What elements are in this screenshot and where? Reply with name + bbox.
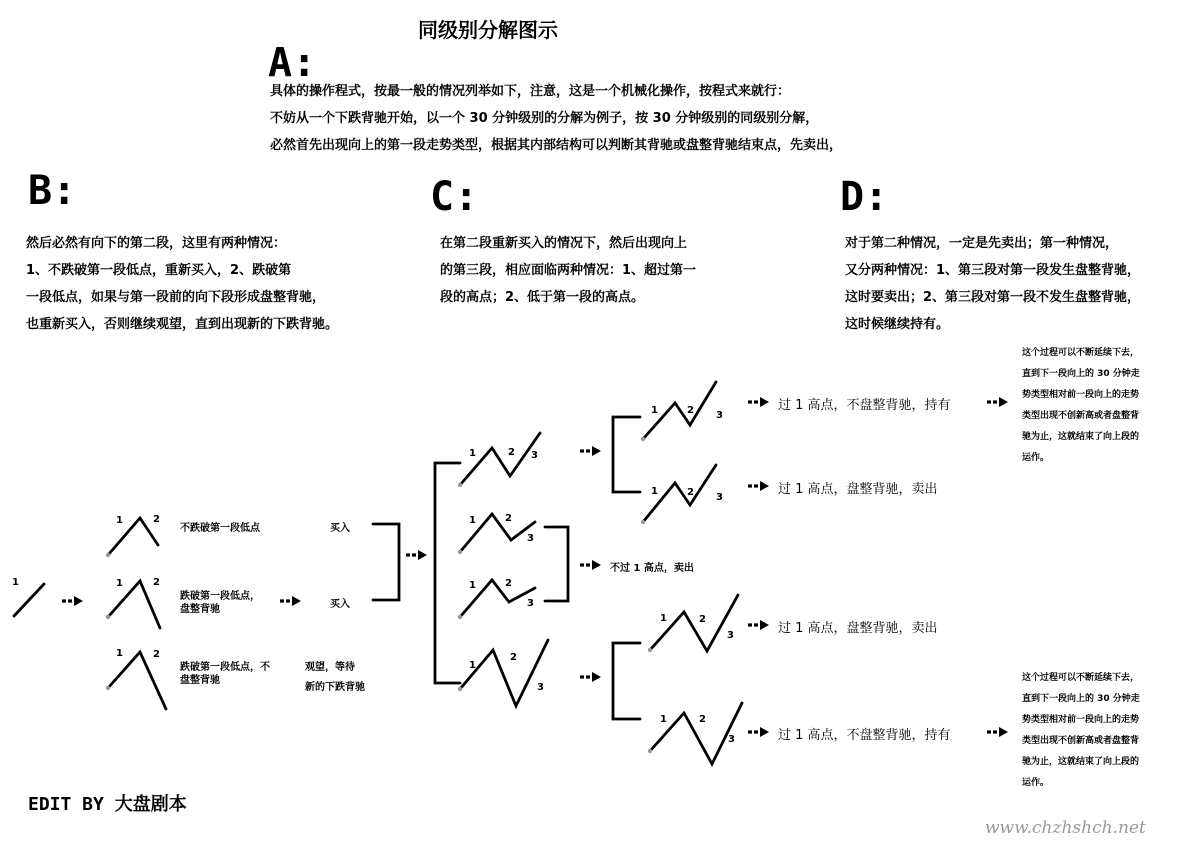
svg-text:3: 3 [716,492,723,503]
note-line: 直到下一段向上的 30 分钟走 [1022,369,1140,379]
arrow-icon [748,481,769,491]
section-d-line: 对于第二种情况，一定是先卖出；第一种情况， [845,236,1119,251]
wave-point-labels [12,405,735,745]
outcome-top-sell: 过 1 高点，盘整背驰，卖出 [778,482,938,497]
section-d-line: 这时要卖出；2、第三段对第一段不发生盘整背驰， [845,290,1141,305]
bracket-third-segment [435,463,460,683]
label-below-high-sell: 不过 1 高点，卖出 [610,563,694,574]
svg-text:3: 3 [527,533,534,544]
label-line: 盘整背驰 [180,675,220,686]
svg-text:2: 2 [505,578,512,589]
svg-text:1: 1 [651,486,658,497]
section-d-line: 这时候继续持有。 [845,317,950,332]
svg-text:1: 1 [116,648,123,659]
note-line: 驰为止，这就结束了向上段的 [1022,757,1140,767]
label-line: 观望，等待 [305,662,355,673]
svg-text:3: 3 [531,450,538,461]
section-c-line: 在第二段重新买入的情况下，然后出现向上 [440,236,688,251]
note-line: 运作。 [1022,778,1050,788]
section-a-line: 不妨从一个下跌背驰开始，以一个 30 分钟级别的分解为例子，按 30 分钟级别的同级别分解， [270,111,819,126]
svg-text:1: 1 [469,515,476,526]
arrow-icon [748,397,769,407]
bracket-below-high [545,527,568,601]
svg-text:1: 1 [660,613,667,624]
section-b-line: 然后必然有向下的第二段，这里有两种情况： [26,236,287,251]
arrow-icon [406,550,427,560]
svg-text:3: 3 [727,630,734,641]
note-line: 驰为止，这就结束了向上段的 [1022,432,1140,442]
svg-text:2: 2 [153,514,160,525]
svg-text:1: 1 [660,714,667,725]
section-c-letter: C: [430,174,479,220]
note-bottom [1022,668,1140,794]
svg-text:1: 1 [651,405,658,416]
svg-text:2: 2 [510,652,517,663]
page-title: 同级别分解图示 [418,18,558,42]
note-line: 这个过程可以不断延续下去， [1022,348,1140,358]
wave-break-low-no-divergence [108,652,166,709]
svg-text:2: 2 [505,513,512,524]
svg-text:2: 2 [153,649,160,660]
section-b-line: 也重新买入，否则继续观望，直到出现新的下跌背驰。 [26,317,339,332]
section-c-line: 的第三段，相应面临两种情况：1、超过第一 [440,263,697,278]
label-not-break-low: 不跌破第一段低点 [180,523,260,534]
wave-above-high [460,433,540,485]
outcome-bottom-sell: 过 1 高点，盘整背驰，卖出 [778,621,938,636]
watermark: www.chzhshch.net [985,818,1146,838]
label-wait [305,658,365,698]
wave-break-low-rebound [460,640,548,706]
arrow-icon [62,596,83,606]
svg-text:2: 2 [687,405,694,416]
note-line: 势类型相对前一段向上的走势 [1022,715,1140,725]
svg-text:3: 3 [728,734,735,745]
section-b-line: 1、不跌破第一段低点，重新买入，2、跌破第 [26,263,292,278]
label-break-low-divergence [180,590,260,616]
label-line: 跌破第一段低点，不 [180,662,270,673]
section-b-letter: B: [28,168,77,214]
svg-text:1: 1 [12,577,19,588]
section-d-line: 又分两种情况：1、第三段对第一段发生盘整背驰， [845,263,1141,278]
arrow-icon [748,727,769,737]
note-top [1022,343,1140,469]
note-line: 类型出现不创新高或者盘整背 [1022,736,1140,746]
svg-text:3: 3 [527,598,534,609]
initial-down-segment [14,584,44,616]
arrow-icon [748,620,769,630]
section-c-line: 段的高点；2、低于第一段的高点。 [440,290,645,305]
label-line: 新的下跌背驰 [305,682,365,693]
note-line: 类型出现不创新高或者盘整背 [1022,411,1140,421]
svg-text:2: 2 [699,614,706,625]
label-buy: 买入 [330,599,350,610]
section-a-line: 具体的操作程式，按最一般的情况列举如下，注意，这是一个机械化操作，按程式来就行： [270,84,791,99]
signature: EDIT BY 大盘剧本 [28,794,187,815]
svg-text:1: 1 [116,515,123,526]
note-line: 这个过程可以不断延续下去， [1022,673,1140,683]
label-break-low-no-divergence [180,661,270,687]
section-a-letter: A: [268,40,317,86]
svg-text:1: 1 [469,448,476,459]
svg-text:1: 1 [469,580,476,591]
svg-text:1: 1 [469,660,476,671]
note-line: 直到下一段向上的 30 分钟走 [1022,694,1140,704]
section-d-letter: D: [840,174,889,220]
note-line: 势类型相对前一段向上的走势 [1022,390,1140,400]
note-line: 运作。 [1022,453,1050,463]
section-a-line: 必然首先出现向上的第一段走势类型，根据其内部结构可以判断其背驰或盘整背驰结束点，先卖出， [270,138,843,153]
svg-text:1: 1 [116,578,123,589]
label-buy: 买入 [330,523,350,534]
arrow-icon [987,727,1008,737]
bracket-buy [373,524,399,600]
section-b-line: 一段低点，如果与第一段前的向下段形成盘整背驰， [26,290,326,305]
svg-text:2: 2 [699,714,706,725]
label-line: 跌破第一段低点， [180,591,260,602]
arrow-icon [580,446,601,456]
svg-text:2: 2 [508,447,515,458]
label-line: 盘整背驰 [180,604,220,615]
svg-text:3: 3 [716,410,723,421]
outcome-bottom-hold: 过 1 高点，不盘整背驰，持有 [778,728,951,743]
bracket-bottom-group [613,643,640,719]
arrow-icon [987,397,1008,407]
arrow-icon [580,560,601,570]
outcome-top-hold: 过 1 高点，不盘整背驰，持有 [778,398,951,413]
svg-text:2: 2 [153,577,160,588]
arrow-icon [280,596,301,606]
svg-text:2: 2 [687,487,694,498]
svg-text:3: 3 [537,682,544,693]
arrow-icon [580,672,601,682]
bracket-top-group [613,417,640,492]
